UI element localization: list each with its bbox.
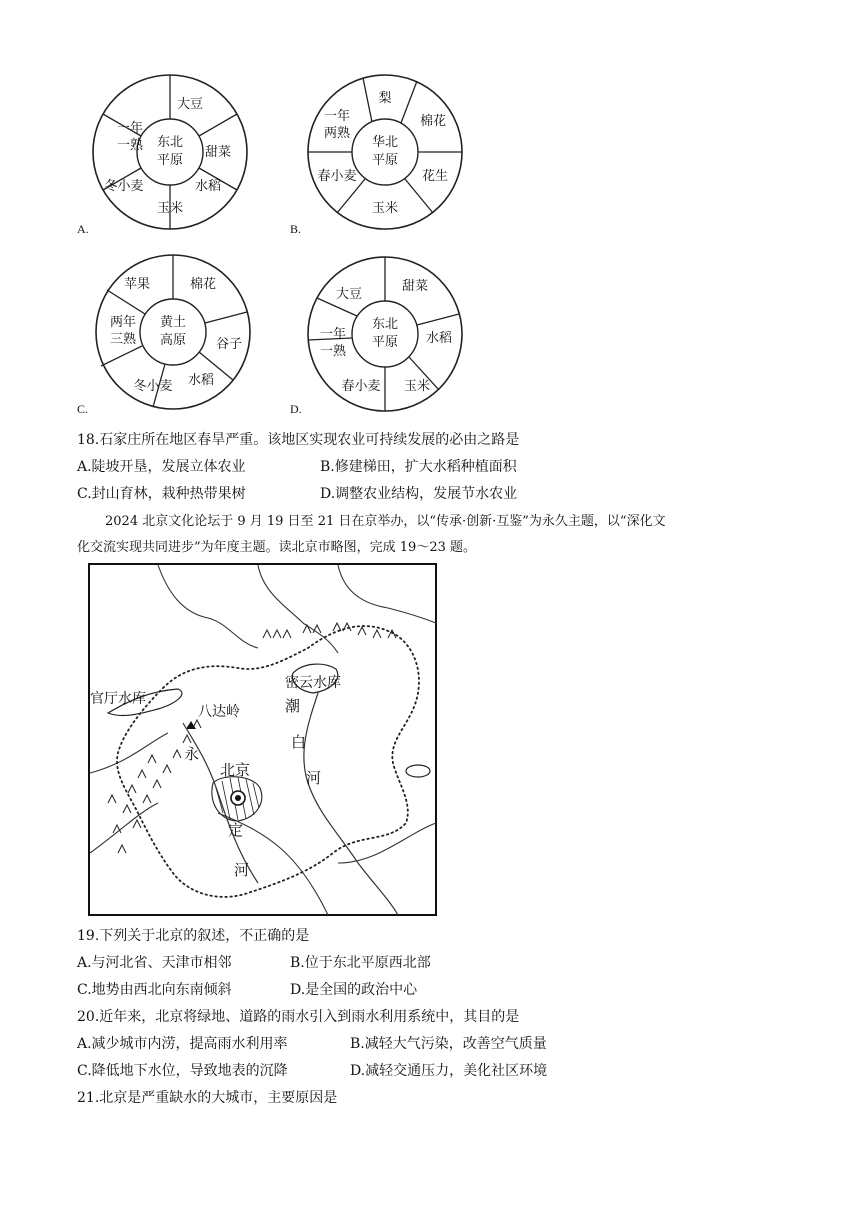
wheel-segment: 棉花 bbox=[419, 114, 447, 129]
crop-wheel-b bbox=[305, 70, 475, 238]
wheel-segment: 谷子 bbox=[215, 337, 243, 352]
intro-line-2: 化交流实现共同进步”为年度主题。读北京市略图，完成 19～23 题。 bbox=[77, 540, 476, 555]
wheel-segment: 水稻 bbox=[194, 179, 222, 194]
wheel-segment: 大豆 bbox=[335, 287, 363, 302]
wheel-center-line2: 平原 bbox=[371, 335, 399, 350]
wheel-segment bbox=[110, 314, 137, 347]
segment-line: 两熟 bbox=[323, 126, 351, 141]
wheel-segment: 水稻 bbox=[187, 373, 215, 388]
wheel-segment-wrapped bbox=[117, 120, 144, 153]
q21-stem: 21.北京是严重缺水的大城市，主要原因是 bbox=[77, 1090, 338, 1106]
crop-wheel-a bbox=[90, 70, 260, 238]
wheel-segment: 玉米 bbox=[371, 201, 399, 216]
segment-line: 三熟 bbox=[109, 332, 137, 347]
q18-stem: 18.石家庄所在地区春旱严重。该地区实现农业可持续发展的必由之路是 bbox=[77, 432, 520, 448]
wheel-center-line1: 东北 bbox=[371, 317, 399, 332]
crop-wheel-d bbox=[305, 250, 475, 418]
q19-option-c: C.地势由西北向东南倾斜 bbox=[77, 982, 232, 998]
label-ding: 定 bbox=[228, 821, 244, 839]
wheel-label-d: D. bbox=[290, 402, 302, 416]
wheel-center-line1: 东北 bbox=[156, 135, 184, 150]
label-bai: 白 bbox=[291, 733, 307, 751]
q19-option-a: A.与河北省、天津市相邻 bbox=[77, 955, 232, 971]
wheel-segment: 水稻 bbox=[425, 331, 453, 346]
q20-option-b: B.减轻大气污染，改善空气质量 bbox=[350, 1036, 547, 1052]
wheel-segment: 甜菜 bbox=[204, 145, 232, 160]
q18-option-b: B.修建梯田，扩大水稻种植面积 bbox=[320, 459, 517, 475]
wheel-label-c: C. bbox=[77, 402, 89, 416]
wheel-segment: 春小麦 bbox=[341, 379, 381, 394]
intro-line-1: 2024 北京文化论坛于 9 月 19 日至 21 日在京举办，以“传承·创新·互鉴”为永久主题，以“深化文 bbox=[105, 514, 666, 529]
wheel-segment: 玉米 bbox=[403, 379, 431, 394]
label-beijing: 北京 bbox=[220, 761, 251, 779]
wheel-segment: 苹果 bbox=[123, 277, 151, 292]
label-yong: 永 bbox=[184, 745, 200, 763]
label-miyun-reservoir: 密云水库 bbox=[285, 675, 341, 691]
wheel-segment bbox=[324, 108, 351, 141]
wheel-center-line2: 高原 bbox=[159, 333, 187, 348]
segment-line: 一年 bbox=[116, 121, 144, 136]
wheel-segment: 大豆 bbox=[176, 97, 204, 112]
q20-option-c: C.降低地下水位，导致地表的沉降 bbox=[77, 1063, 288, 1079]
q20-option-a: A.减少城市内涝，提高雨水利用率 bbox=[77, 1036, 288, 1052]
wheel-segment: 梨 bbox=[378, 91, 392, 106]
q19-option-d: D.是全国的政治中心 bbox=[290, 982, 418, 998]
q19-stem: 19.下列关于北京的叙述，不正确的是 bbox=[77, 928, 310, 944]
q19-option-b: B.位于东北平原西北部 bbox=[290, 955, 431, 971]
label-guanting-reservoir: 官厅水库 bbox=[90, 691, 146, 707]
wheel-segment: 冬小麦 bbox=[133, 379, 173, 394]
wheel-segment: 冬小麦 bbox=[104, 179, 144, 194]
capital-marker-icon bbox=[235, 795, 241, 801]
segment-line: 两年 bbox=[109, 315, 137, 330]
segment-line: 一年 bbox=[323, 109, 351, 124]
crop-wheel-c bbox=[93, 250, 263, 418]
wheel-segment: 花生 bbox=[421, 169, 449, 184]
wheel-center-line2: 平原 bbox=[371, 153, 399, 168]
wheel-label-a: A. bbox=[77, 222, 89, 236]
wheel-center-line2: 平原 bbox=[156, 153, 184, 168]
wheel-label-b: B. bbox=[290, 222, 302, 236]
segment-line: 一熟 bbox=[116, 138, 144, 153]
wheel-center-line1: 华北 bbox=[371, 135, 399, 150]
wheel-segment: 玉米 bbox=[156, 201, 184, 216]
beijing-map bbox=[88, 563, 438, 917]
crop-wheel-a-diagram bbox=[90, 70, 260, 238]
q18-option-a: A.陡坡开垦，发展立体农业 bbox=[77, 459, 246, 475]
label-badaling: 八达岭 bbox=[198, 704, 240, 720]
crop-wheel-b-diagram bbox=[305, 70, 475, 238]
q18-option-c: C.封山育林，栽种热带果树 bbox=[77, 486, 246, 502]
q20-stem: 20.近年来，北京将绿地、道路的雨水引入到雨水利用系统中，其目的是 bbox=[77, 1009, 520, 1025]
label-he-2: 河 bbox=[234, 861, 250, 879]
beijing-map-svg bbox=[88, 563, 438, 917]
q20-option-d: D.减轻交通压力，美化社区环境 bbox=[350, 1063, 548, 1079]
label-chao: 潮 bbox=[285, 697, 301, 715]
wheel-center-line1: 黄土 bbox=[159, 315, 187, 330]
crop-wheel-c-diagram bbox=[93, 250, 263, 418]
crop-wheel-d-diagram bbox=[305, 250, 475, 418]
wheel-segment: 棉花 bbox=[189, 277, 217, 292]
wheel-segment: 春小麦 bbox=[317, 169, 357, 184]
wheel-segment: 甜菜 bbox=[401, 279, 429, 294]
label-he-1: 河 bbox=[306, 769, 322, 787]
segment-line: 一年 bbox=[319, 327, 347, 342]
wheel-segment bbox=[320, 326, 347, 359]
segment-line: 一熟 bbox=[319, 344, 347, 359]
q18-option-d: D.调整农业结构，发展节水农业 bbox=[320, 486, 518, 502]
